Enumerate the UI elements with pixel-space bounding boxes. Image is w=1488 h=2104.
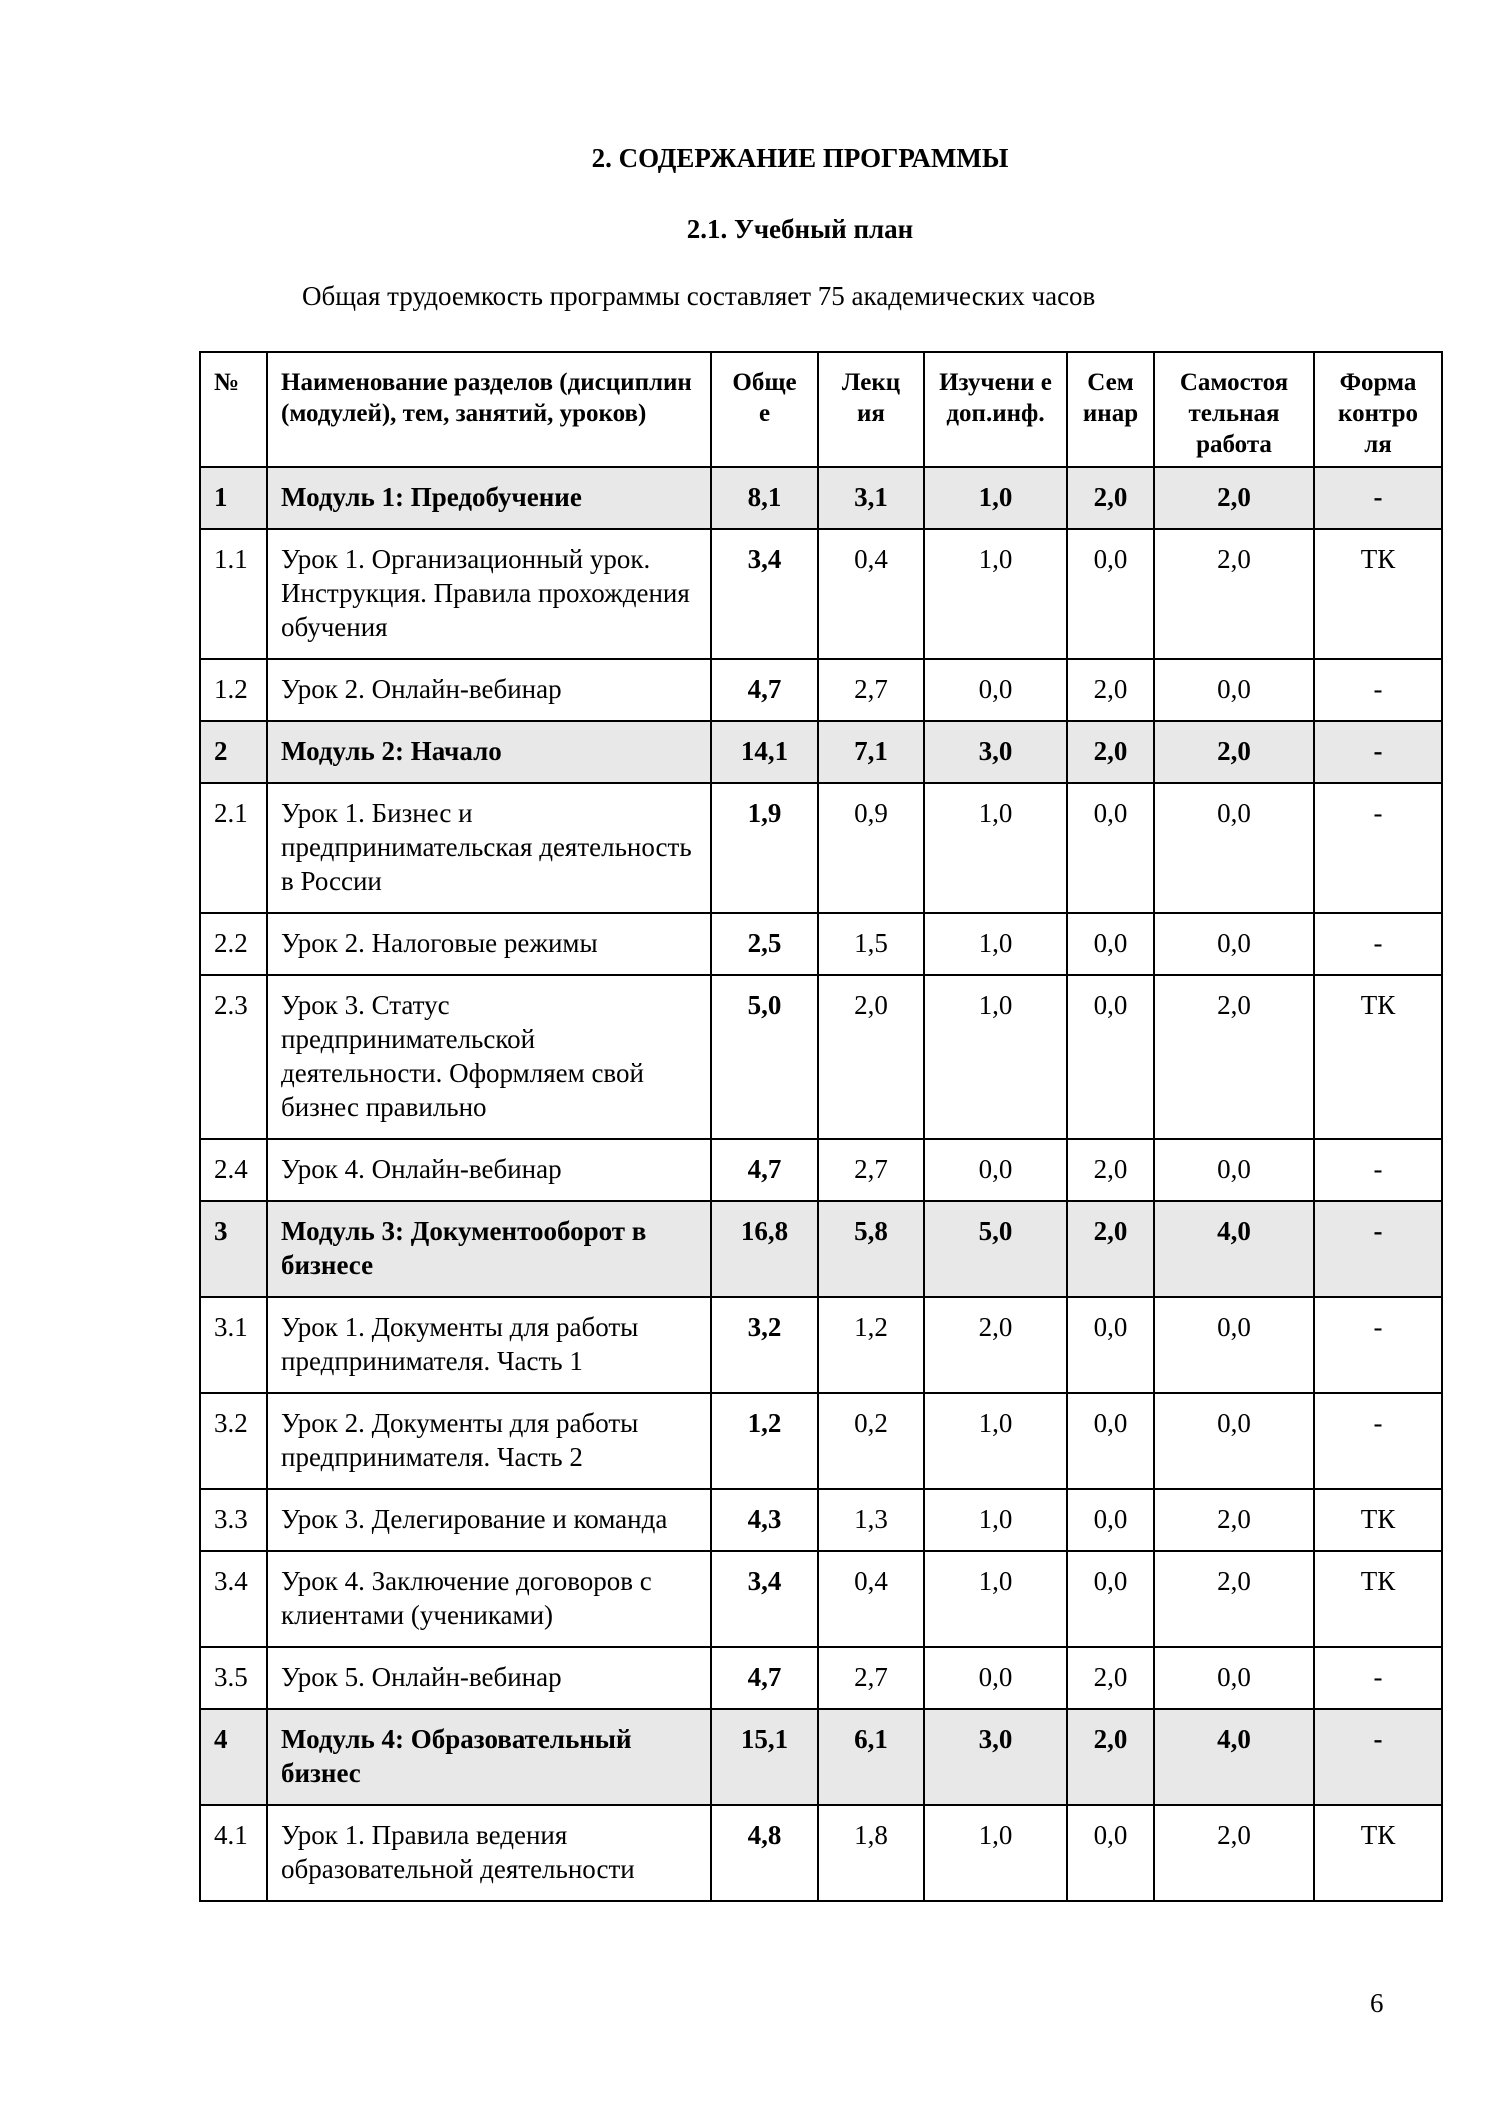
lesson-row [200,1805,1442,1901]
header-total: Обще е [711,352,818,467]
cell-num: 3 [200,1201,267,1297]
cell-study: 1,0 [924,975,1067,1139]
cell-seminar: 2,0 [1067,467,1154,529]
cell-seminar: 2,0 [1067,721,1154,783]
cell-selfwork: 4,0 [1154,1709,1314,1805]
cell-selfwork: 0,0 [1154,1139,1314,1201]
module-row [200,1201,1442,1297]
cell-total: 3,4 [711,529,818,659]
cell-num: 2.1 [200,783,267,913]
lesson-row [200,1489,1442,1551]
cell-control: - [1314,721,1442,783]
table-body [200,467,1442,1901]
cell-study: 1,0 [924,913,1067,975]
cell-lecture: 1,2 [818,1297,924,1393]
cell-seminar: 0,0 [1067,1393,1154,1489]
cell-control: - [1314,913,1442,975]
cell-name: Урок 4. Заключение договоров с клиентами (учениками) [267,1551,711,1647]
cell-seminar: 0,0 [1067,1551,1154,1647]
cell-total: 5,0 [711,975,818,1139]
cell-lecture: 2,7 [818,659,924,721]
cell-total: 3,4 [711,1551,818,1647]
cell-lecture: 0,2 [818,1393,924,1489]
cell-selfwork: 0,0 [1154,783,1314,913]
lesson-row [200,1551,1442,1647]
header-study: Изучени е доп.инф. [924,352,1067,467]
cell-study: 3,0 [924,1709,1067,1805]
cell-selfwork: 2,0 [1154,1805,1314,1901]
cell-control: ТК [1314,529,1442,659]
cell-total: 16,8 [711,1201,818,1297]
cell-total: 3,2 [711,1297,818,1393]
cell-total: 4,7 [711,1139,818,1201]
cell-selfwork: 0,0 [1154,1297,1314,1393]
cell-study: 1,0 [924,529,1067,659]
cell-control: - [1314,783,1442,913]
cell-selfwork: 0,0 [1154,913,1314,975]
cell-lecture: 2,0 [818,975,924,1139]
cell-seminar: 2,0 [1067,1201,1154,1297]
lesson-row [200,529,1442,659]
cell-name: Урок 2. Налоговые режимы [267,913,711,975]
cell-study: 3,0 [924,721,1067,783]
lesson-row [200,659,1442,721]
cell-study: 1,0 [924,467,1067,529]
cell-study: 1,0 [924,1393,1067,1489]
cell-study: 0,0 [924,1647,1067,1709]
cell-selfwork: 0,0 [1154,1393,1314,1489]
cell-num: 3.2 [200,1393,267,1489]
cell-name: Урок 1. Документы для работы предпринимателя. Часть 1 [267,1297,711,1393]
cell-total: 4,3 [711,1489,818,1551]
cell-total: 4,8 [711,1805,818,1901]
cell-seminar: 2,0 [1067,1647,1154,1709]
header-name: Наименование разделов (дисциплин (модулей), тем, занятий, уроков) [267,352,711,467]
cell-lecture: 5,8 [818,1201,924,1297]
cell-name: Урок 4. Онлайн-вебинар [267,1139,711,1201]
cell-seminar: 0,0 [1067,1805,1154,1901]
cell-total: 2,5 [711,913,818,975]
subsection-title: 2.1. Учебный план [686,214,914,244]
cell-name: Урок 2. Документы для работы предпринимателя. Часть 2 [267,1393,711,1489]
cell-name: Урок 3. Статус предпринимательской деятельности. Оформляем свой бизнес правильно [267,975,711,1139]
cell-control: - [1314,1201,1442,1297]
lesson-row [200,1297,1442,1393]
cell-selfwork: 4,0 [1154,1201,1314,1297]
cell-study: 1,0 [924,783,1067,913]
cell-lecture: 2,7 [818,1139,924,1201]
cell-name: Модуль 1: Предобучение [267,467,711,529]
cell-name: Урок 3. Делегирование и команда [267,1489,711,1551]
section-title: 2. СОДЕРЖАНИЕ ПРОГРАММЫ [591,143,1009,173]
cell-control: ТК [1314,1489,1442,1551]
cell-name: Урок 1. Организационный урок. Инструкция. Правила прохождения обучения [267,529,711,659]
lesson-row [200,975,1442,1139]
header-selfwork: Самостоя тельная работа [1154,352,1314,467]
cell-total: 1,2 [711,1393,818,1489]
cell-seminar: 2,0 [1067,1709,1154,1805]
cell-control: ТК [1314,1551,1442,1647]
cell-study: 1,0 [924,1489,1067,1551]
cell-selfwork: 0,0 [1154,659,1314,721]
cell-study: 1,0 [924,1551,1067,1647]
cell-control: - [1314,659,1442,721]
module-row [200,467,1442,529]
cell-name: Модуль 2: Начало [267,721,711,783]
cell-lecture: 0,9 [818,783,924,913]
cell-lecture: 1,5 [818,913,924,975]
lesson-row [200,783,1442,913]
cell-selfwork: 2,0 [1154,1489,1314,1551]
cell-num: 1.2 [200,659,267,721]
cell-num: 2.2 [200,913,267,975]
lesson-row [200,913,1442,975]
cell-lecture: 7,1 [818,721,924,783]
header-control: Форма контро ля [1314,352,1442,467]
cell-seminar: 0,0 [1067,783,1154,913]
cell-control: ТК [1314,975,1442,1139]
cell-num: 2.3 [200,975,267,1139]
cell-num: 3.4 [200,1551,267,1647]
cell-name: Модуль 4: Образовательный бизнес [267,1709,711,1805]
cell-lecture: 3,1 [818,467,924,529]
cell-name: Урок 1. Правила ведения образовательной деятельности [267,1805,711,1901]
cell-name: Модуль 3: Документооборот в бизнесе [267,1201,711,1297]
cell-total: 15,1 [711,1709,818,1805]
cell-total: 14,1 [711,721,818,783]
module-row [200,721,1442,783]
cell-lecture: 0,4 [818,529,924,659]
cell-study: 2,0 [924,1297,1067,1393]
cell-seminar: 0,0 [1067,1489,1154,1551]
cell-control: - [1314,1709,1442,1805]
cell-num: 4 [200,1709,267,1805]
cell-seminar: 0,0 [1067,913,1154,975]
cell-num: 1 [200,467,267,529]
cell-study: 0,0 [924,659,1067,721]
header-num: № [200,352,267,467]
cell-num: 2.4 [200,1139,267,1201]
cell-lecture: 1,8 [818,1805,924,1901]
cell-study: 0,0 [924,1139,1067,1201]
cell-control: - [1314,1139,1442,1201]
cell-name: Урок 5. Онлайн-вебинар [267,1647,711,1709]
cell-study: 1,0 [924,1805,1067,1901]
cell-num: 3.1 [200,1297,267,1393]
cell-selfwork: 2,0 [1154,721,1314,783]
cell-num: 3.3 [200,1489,267,1551]
cell-num: 2 [200,721,267,783]
cell-lecture: 6,1 [818,1709,924,1805]
cell-control: ТК [1314,1805,1442,1901]
cell-seminar: 0,0 [1067,975,1154,1139]
cell-control: - [1314,467,1442,529]
cell-num: 1.1 [200,529,267,659]
cell-num: 4.1 [200,1805,267,1901]
cell-total: 4,7 [711,659,818,721]
cell-control: - [1314,1647,1442,1709]
header-lecture: Лекц ия [818,352,924,467]
cell-selfwork: 2,0 [1154,529,1314,659]
lesson-row [200,1139,1442,1201]
table-header-row [200,352,1442,467]
cell-lecture: 2,7 [818,1647,924,1709]
module-row [200,1709,1442,1805]
cell-total: 1,9 [711,783,818,913]
cell-name: Урок 1. Бизнес и предпринимательская деятельность в России [267,783,711,913]
cell-selfwork: 2,0 [1154,975,1314,1139]
cell-num: 3.5 [200,1647,267,1709]
cell-total: 8,1 [711,467,818,529]
cell-selfwork: 2,0 [1154,467,1314,529]
cell-lecture: 0,4 [818,1551,924,1647]
cell-study: 5,0 [924,1201,1067,1297]
cell-control: - [1314,1297,1442,1393]
cell-control: - [1314,1393,1442,1489]
page-number: 6 [1370,1988,1384,2018]
cell-total: 4,7 [711,1647,818,1709]
cell-name: Урок 2. Онлайн-вебинар [267,659,711,721]
lesson-row [200,1393,1442,1489]
cell-seminar: 2,0 [1067,1139,1154,1201]
cell-selfwork: 0,0 [1154,1647,1314,1709]
cell-seminar: 0,0 [1067,529,1154,659]
curriculum-table [199,351,1443,1902]
cell-selfwork: 2,0 [1154,1551,1314,1647]
cell-seminar: 2,0 [1067,659,1154,721]
header-seminar: Сем инар [1067,352,1154,467]
program-summary: Общая трудоемкость программы составляет 75 академических часов [302,281,1096,311]
lesson-row [200,1647,1442,1709]
cell-seminar: 0,0 [1067,1297,1154,1393]
cell-lecture: 1,3 [818,1489,924,1551]
